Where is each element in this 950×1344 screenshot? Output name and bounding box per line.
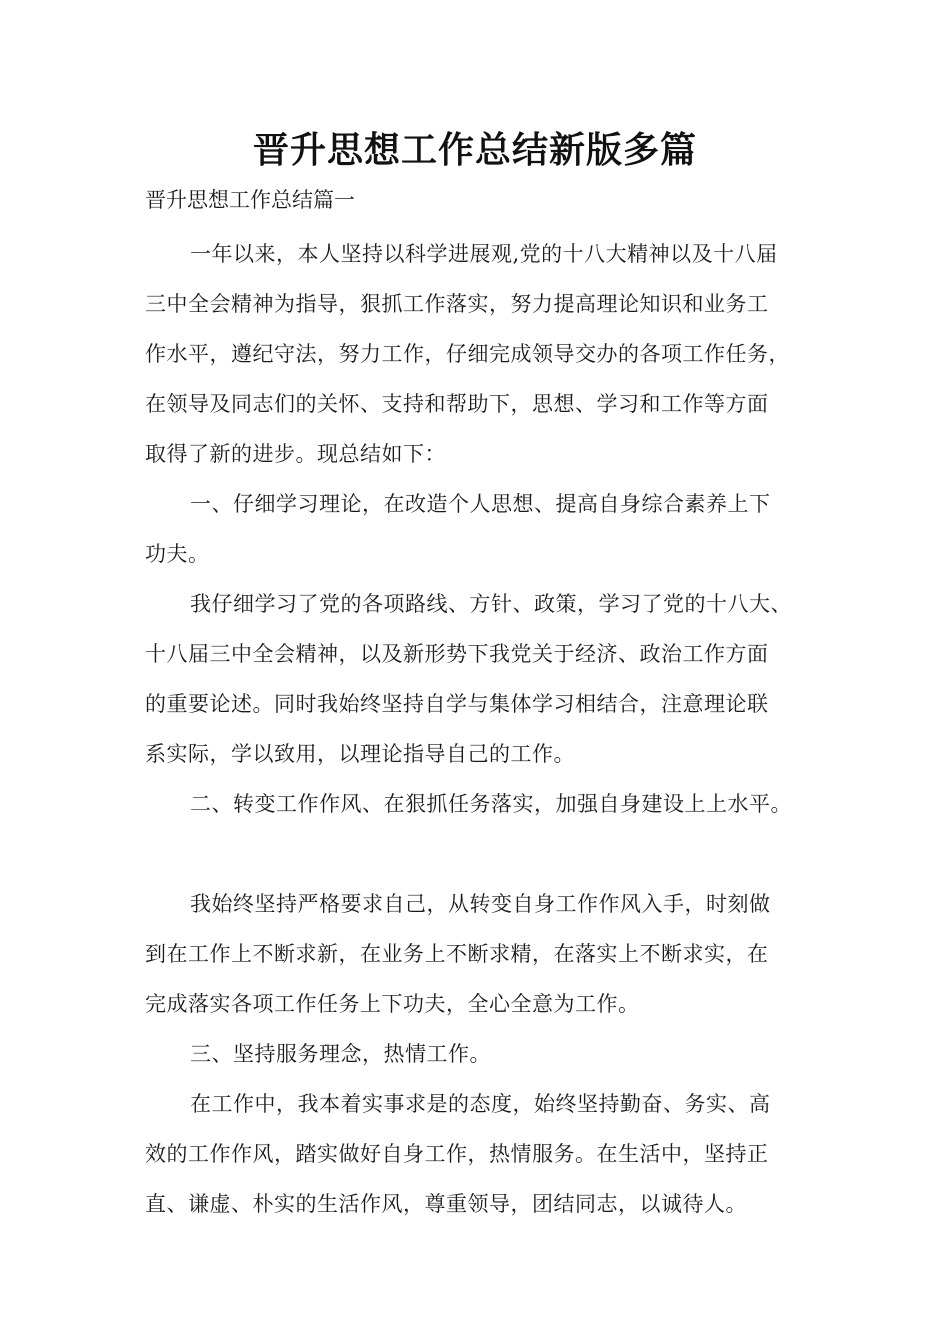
paragraph-line: 一年以来，本人坚持以科学进展观,党的十八大精神以及十八届 (190, 242, 778, 266)
section-heading: 晋升思想工作总结篇一 (145, 188, 355, 212)
paragraph-line: 三中全会精神为指导，狠抓工作落实，努力提高理论知识和业务工 (145, 292, 769, 316)
paragraph-line: 作水平，遵纪守法，努力工作，仔细完成领导交办的各项工作任务， (145, 342, 790, 366)
paragraph-line: 一、仔细学习理论，在改造个人思想、提高自身综合素养上下 (190, 492, 771, 516)
paragraph-line: 系实际，学以致用，以理论指导自己的工作。 (145, 742, 575, 766)
blank-line (145, 829, 825, 879)
paragraph-line: 在领导及同志们的关怀、支持和帮助下，思想、学习和工作等方面 (145, 392, 769, 416)
paragraph-line: 直、谦虚、朴实的生活作风，尊重领导，团结同志，以诚待人。 (145, 1192, 747, 1216)
paragraph-line: 十八届三中全会精神，以及新形势下我党关于经济、政治工作方面 (145, 642, 769, 666)
document-body (145, 229, 825, 1229)
paragraph-line: 效的工作作风，踏实做好自身工作，热情服务。在生活中，坚持正 (145, 1142, 769, 1166)
paragraph-line: 的重要论述。同时我始终坚持自学与集体学习相结合，注意理论联 (145, 692, 769, 716)
paragraph-line: 我仔细学习了党的各项路线、方针、政策，学习了党的十八大、 (190, 592, 792, 616)
paragraph-line: 三、坚持服务理念，热情工作。 (190, 1042, 491, 1066)
paragraph-line: 功夫。 (145, 542, 210, 566)
paragraph-line: 取得了新的进步。现总结如下： (145, 442, 446, 466)
paragraph-line: 完成落实各项工作任务上下功夫，全心全意为工作。 (145, 992, 640, 1016)
paragraph-line: 到在工作上不断求新，在业务上不断求精，在落实上不断求实，在 (145, 942, 769, 966)
document-title: 晋升思想工作总结新版多篇 (252, 130, 697, 171)
paragraph-line: 在工作中，我本着实事求是的态度，始终坚持勤奋、务实、高 (190, 1092, 771, 1116)
paragraph-line: 我始终坚持严格要求自己，从转变自身工作作风入手，时刻做 (190, 892, 771, 916)
paragraph-line: 二、转变工作作风、在狠抓任务落实，加强自身建设上上水平。 (190, 792, 792, 816)
